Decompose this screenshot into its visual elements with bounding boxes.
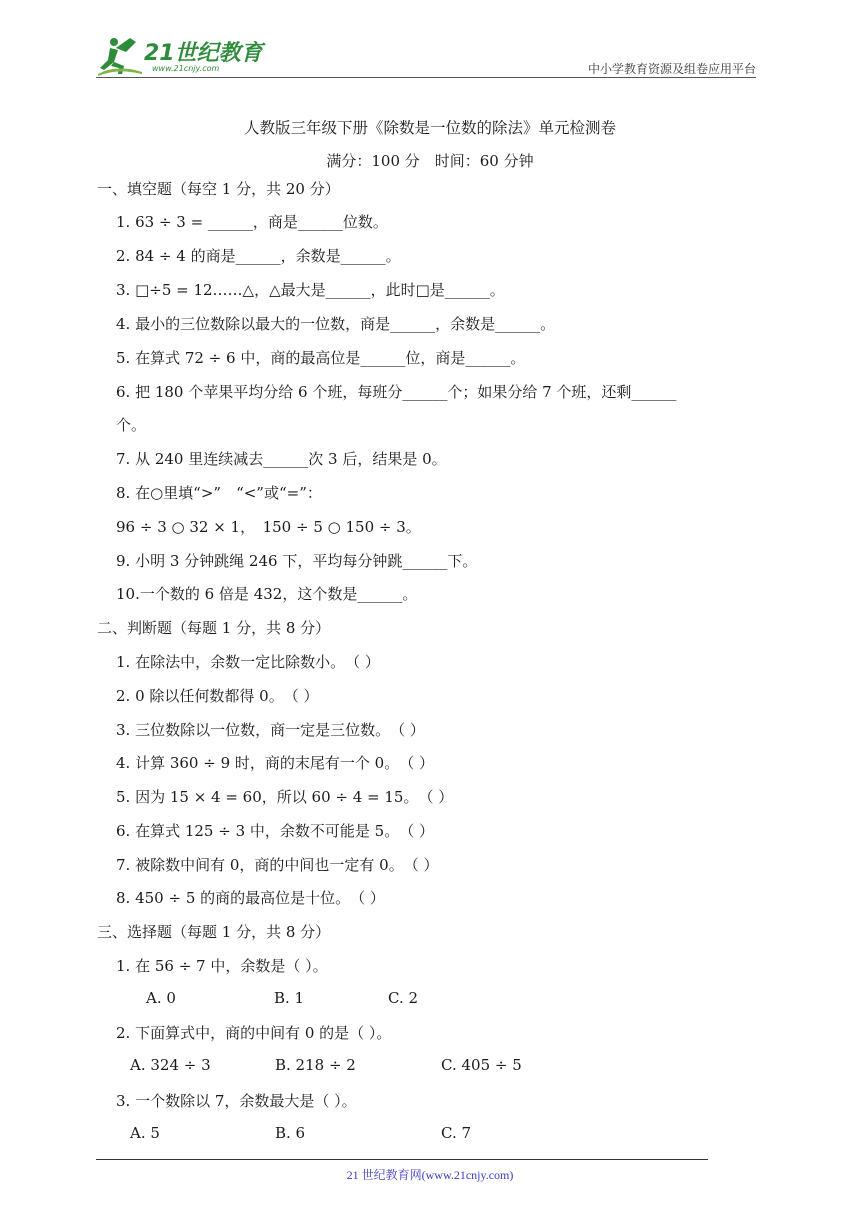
question-item: 1. 在 56 ÷ 7 中，余数是（ ）。 xyxy=(116,957,328,975)
question-item: 6. 把 180 个苹果平均分给 6 个班，每班分______个；如果分给 7 个班，还剩______ xyxy=(116,383,677,401)
page-header xyxy=(96,32,756,78)
question-item: 2. 84 ÷ 4 的商是______，余数是______。 xyxy=(116,247,401,265)
section-heading: 二、判断题（每题 1 分，共 8 分） xyxy=(97,619,331,637)
footer-link[interactable]: 21 世纪教育网(www.21cnjy.com) xyxy=(346,1168,514,1182)
question-item: 7. 从 240 里连续减去______次 3 后，结果是 0。 xyxy=(116,450,447,468)
question-item: 2. 0 除以任何数都得 0。 （ ） xyxy=(116,687,319,705)
logo-url: www.21cnjy.com xyxy=(152,64,220,73)
choice-option: C. 2 xyxy=(388,989,419,1007)
question-item-continued: 96 ÷ 3 ○ 32 × 1， 150 ÷ 5 ○ 150 ÷ 3。 xyxy=(116,518,421,536)
choice-option: C. 7 xyxy=(441,1124,472,1142)
question-item: 3. 一个数除以 7，余数最大是（ ）。 xyxy=(116,1092,357,1110)
question-item: 5. 在算式 72 ÷ 6 中，商的最高位是______位，商是______。 xyxy=(116,349,526,367)
footer-divider xyxy=(96,1159,708,1160)
platform-name: 中小学教育资源及组卷应用平台 xyxy=(587,62,756,76)
logo-text: 21世纪教育 xyxy=(144,41,263,66)
question-item: 3. □÷5 = 12……△，△最大是______，此时□是______。 xyxy=(116,281,505,299)
choice-option: B. 6 xyxy=(275,1124,306,1142)
choice-option: B. 218 ÷ 2 xyxy=(275,1056,356,1074)
choice-option: C. 405 ÷ 5 xyxy=(441,1056,522,1074)
question-item: 5. 因为 15 × 4 = 60，所以 60 ÷ 4 = 15。 （ ） xyxy=(116,788,454,806)
question-item: 9. 小明 3 分钟跳绳 246 下，平均每分钟跳______下。 xyxy=(116,552,478,570)
question-item: 1. 在除法中，余数一定比除数小。 （ ） xyxy=(116,653,380,671)
question-item: 2. 下面算式中，商的中间有 0 的是（ ）。 xyxy=(116,1024,392,1042)
logo xyxy=(96,34,266,78)
choice-option: A. 5 xyxy=(130,1124,160,1142)
question-item-continued: 个。 xyxy=(116,416,147,434)
question-item: 10.一个数的 6 倍是 432，这个数是______。 xyxy=(116,585,418,603)
choice-option: A. 324 ÷ 3 xyxy=(130,1056,211,1074)
question-item: 3. 三位数除以一位数，商一定是三位数。 （ ） xyxy=(116,721,425,739)
choice-option: B. 1 xyxy=(274,989,305,1007)
question-item: 1. 63 ÷ 3 = ______，商是______位数。 xyxy=(116,213,388,231)
question-item: 8. 在○里填“>” “<”或“=”： xyxy=(116,484,322,502)
question-item: 4. 最小的三位数除以最大的一位数，商是______，余数是______。 xyxy=(116,315,556,333)
page-subtitle: 满分：100 分 时间：60 分钟 xyxy=(326,152,534,170)
header-divider xyxy=(96,77,756,78)
question-item: 4. 计算 360 ÷ 9 时，商的末尾有一个 0。 （ ） xyxy=(116,754,434,772)
question-item: 8. 450 ÷ 5 的商的最高位是十位。 （ ） xyxy=(116,889,385,907)
section-heading: 三、选择题（每题 1 分，共 8 分） xyxy=(97,923,331,941)
page-title: 人教版三年级下册《除数是一位数的除法》单元检测卷 xyxy=(243,119,616,137)
question-item: 7. 被除数中间有 0，商的中间也一定有 0。 （ ） xyxy=(116,856,439,874)
choice-option: A. 0 xyxy=(146,989,176,1007)
runner-logo-icon xyxy=(96,34,150,78)
section-heading: 一、填空题（每空 1 分，共 20 分） xyxy=(97,180,340,198)
question-item: 6. 在算式 125 ÷ 3 中，余数不可能是 5。 （ ） xyxy=(116,822,434,840)
